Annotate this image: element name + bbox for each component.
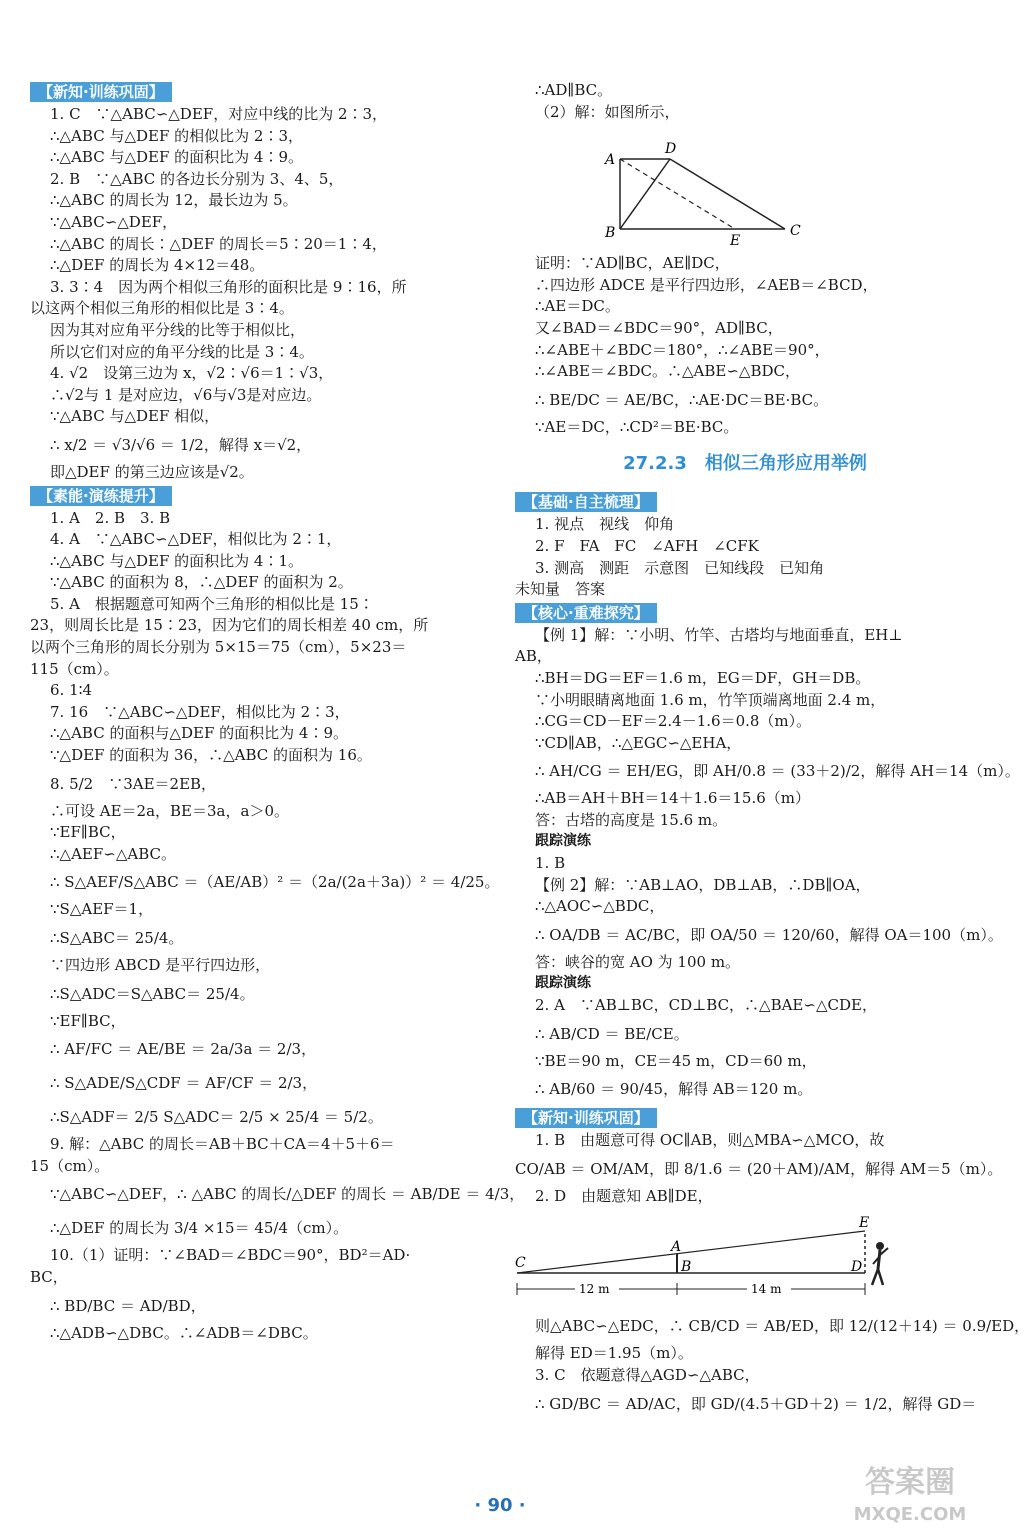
text-line: ∴△ABC 的周长∶△DEF 的周长＝5∶20＝1∶4，	[50, 234, 387, 253]
section-tag: 【新知·训练巩固】	[30, 82, 172, 102]
label-14m: 14 m	[751, 1282, 782, 1297]
segment-dc	[670, 159, 785, 229]
text-line: 1. A 2. B 3. B	[50, 508, 171, 527]
text-line: 以这两个相似三角形的相似比是 3∶4。	[30, 299, 294, 318]
text-line: ∵EF∥BC，	[50, 823, 126, 842]
text-line: 1. B 由题意可得 OC∥AB，则△MBA∽△MCO，故	[535, 1131, 885, 1150]
label-e2: E	[859, 1215, 870, 1232]
text-line: ∴△AEF∽△ABC。	[50, 844, 176, 863]
section-tag-row	[30, 484, 470, 508]
label-e: E	[730, 233, 741, 250]
page-number: · 90 ·	[474, 1495, 526, 1516]
section-tag-row	[515, 601, 975, 625]
text-line: 又∠BAD＝∠BDC＝90°，AD∥BC，	[535, 318, 783, 337]
label-12m: 12 m	[579, 1282, 610, 1297]
text-line: ∴AD∥BC。	[535, 81, 613, 99]
watermark-logo	[835, 1458, 985, 1528]
formula-line: ∴ AF/FC ＝ AE/BE ＝ 2a/3a ＝ 2/3，	[50, 1040, 317, 1059]
text-line: ∴△AOC∽△BDC，	[535, 897, 665, 916]
text-line: ∵△ABC 的面积为 8，∴△DEF 的面积为 2。	[50, 573, 353, 592]
formula-line: ∴ S△AEF/S△ABC ＝（AE/AB）² ＝（2a/(2a＋3a)）² ＝ 4/25。	[50, 873, 500, 892]
text-line: 2. A ∵AB⊥BC，CD⊥BC，∴△BAE∽△CDE，	[535, 996, 877, 1015]
section-tag-row	[515, 1106, 975, 1130]
section-title: 27.2.3 相似三角形应用举例	[623, 453, 867, 475]
text-line: ∵S△AEF＝1，	[50, 900, 154, 919]
formula-line: ∴S△ADC＝S△ABC＝ 25/4。	[50, 984, 255, 1003]
label-d: D	[665, 141, 677, 158]
formula-line: ∴ S△ADE/S△CDF ＝ AF/CF ＝ 2/3，	[50, 1074, 318, 1093]
section-tag-row	[515, 490, 975, 514]
text-line: AB，	[515, 647, 552, 666]
text-line: 23，则周长比是 15∶23，因为它们的周长相差 40 cm，所	[30, 616, 429, 635]
text-line: 1. 视点 视线 仰角	[535, 515, 675, 534]
formula-line: ∴S△ADF＝ 2/5 S△ADC＝ 2/5 × 25/4 ＝ 5/2。	[50, 1108, 383, 1127]
label-c: C	[790, 223, 801, 240]
formula-line: ∴ GD/BC ＝ AD/AC，即 GD/(4.5＋GD＋2) ＝ 1/2，解得 GD＝	[535, 1394, 977, 1413]
section-tag: 【新知·训练巩固】	[515, 1108, 657, 1128]
text-line: 未知量 答案	[515, 580, 606, 599]
text-line: BC，	[30, 1267, 68, 1286]
text-line: 1. B	[535, 854, 566, 873]
text-line: ∴可设 AE＝2a，BE＝3a，a＞0。	[50, 801, 289, 820]
text-line: ∵小明眼睛离地面 1.6 m，竹竿顶端离地面 2.4 m，	[535, 690, 886, 709]
text-line: ∴△ADB∽△DBC。∴∠ADB＝∠DBC。	[50, 1323, 318, 1342]
text-line: ∵△DEF 的面积为 36，∴△ABC 的面积为 16。	[50, 746, 372, 765]
text-line: 1. C ∵△ABC∽△DEF，对应中线的比为 2∶3，	[50, 105, 388, 123]
formula-line: ∴ AB/60 ＝ 90/45，解得 AB＝120 m。	[535, 1080, 813, 1099]
text-line: ∴CG＝CD－EF＝2.4－1.6＝0.8（m）。	[535, 712, 812, 731]
text-line: 答：古塔的高度是 15.6 m。	[535, 810, 728, 829]
text-line: 9. 解：△ABC 的周长＝AB＋BC＋CA＝4＋5＋6＝	[50, 1135, 395, 1154]
text-line: 2. B ∵△ABC 的各边长分别为 3、4、5，	[50, 169, 344, 188]
text-line: 所以它们对应的角平分线的比是 3∶4。	[50, 342, 314, 361]
sub-heading: 跟踪演练	[535, 975, 591, 992]
text-line: ∵AE＝DC，∴CD²＝BE·BC。	[535, 417, 739, 436]
shadow-diagram	[515, 1213, 975, 1303]
sub-heading: 跟踪演练	[535, 833, 591, 850]
text-line: ∴∠ABE＋∠BDC＝180°，∴∠ABE＝90°，	[535, 340, 830, 359]
trapezoid-diagram	[515, 129, 975, 249]
text-line: 6. 1∶4	[50, 681, 93, 700]
text-line: 115（cm）。	[30, 659, 119, 678]
label-c2: C	[515, 1255, 526, 1272]
section-tag-row	[30, 80, 470, 104]
text-line: 即△DEF 的第三边应该是√2。	[50, 462, 254, 481]
text-line: 7. 16 ∵△ABC∽△DEF，相似比为 2∶3，	[50, 702, 350, 721]
section-tag: 【基础·自主梳理】	[515, 492, 657, 512]
text-line: 10.（1）证明：∵∠BAD＝∠BDC＝90°，BD²＝AD·	[50, 1246, 411, 1265]
text-line: ∴△ABC 的周长为 12，最长边为 5。	[50, 191, 298, 210]
text-line: 3. 3∶4 因为两个相似三角形的面积比是 9∶16，所	[50, 277, 407, 296]
label-a: A	[605, 152, 616, 169]
segment-bd	[620, 159, 670, 229]
text-line: 2. F FA FC ∠AFH ∠CFK	[535, 536, 759, 555]
text-line: （2）解：如图所示，	[535, 102, 680, 121]
formula-line: ∴△DEF 的周长为 3/4 ×15＝ 45/4（cm）。	[50, 1219, 349, 1238]
text-line: 3. C 依题意得△AGD∽△ABC，	[535, 1366, 760, 1384]
person-icon	[872, 1242, 888, 1285]
text-line: 15（cm）。	[30, 1156, 110, 1175]
text-line: ∴BH＝DG＝EF＝1.6 m，EG＝DF，GH＝DB。	[535, 668, 871, 687]
text-line: 5. A 根据题意可知两个三角形的相似比是 15∶	[50, 594, 374, 613]
text-line: 【例 2】解：∵AB⊥AO，DB⊥AB，∴DB∥OA，	[535, 875, 871, 894]
trapezoid-figure	[515, 129, 975, 249]
label-b: B	[605, 225, 616, 242]
text-line: ∵四边形 ABCD 是平行四边形，	[50, 956, 271, 974]
text-line: ∵BE＝90 m，CE＝45 m，CD＝60 m，	[535, 1051, 817, 1070]
label-b2: B	[681, 1259, 692, 1276]
formula-line: CO/AB ＝ OM/AM，即 8/1.6 ＝ (20＋AM)/AM，解得 AM＝5（m）。	[515, 1159, 1003, 1178]
formula-line: ∴ AB/CD ＝ BE/CE。	[535, 1024, 689, 1043]
segment-ae	[620, 159, 735, 229]
text-line: ∵EF∥BC，	[50, 1011, 126, 1030]
text-line: ∴△ABC 与△DEF 的相似比为 2∶3，	[50, 126, 304, 145]
text-line: 证明：∵AD∥BC，AE∥DC，	[535, 254, 730, 273]
text-line: ∴△ABC 与△DEF 的面积比为 4∶9。	[50, 148, 304, 167]
section-tag: 【核心·重难探究】	[515, 603, 657, 623]
label-a2: A	[671, 1239, 682, 1256]
right-column	[515, 80, 1029, 1421]
section-tag: 【素能·演练提升】	[30, 486, 172, 506]
watermark-top: 答案圈	[865, 1465, 955, 1500]
text-line: ∴△ABC 与△DEF 的面积比为 4∶1。	[50, 551, 304, 570]
formula-line: 8. 5/2 ∵3AE＝2EB，	[50, 774, 217, 793]
text-line: ∴AE＝DC。	[535, 297, 620, 316]
text-line: ∴△DEF 的周长为 4×12＝48。	[50, 256, 265, 275]
formula-line: ∴ x/2 ＝ √3/√6 ＝ 1/2，解得 x＝√2，	[50, 435, 312, 454]
text-line: ∴∠ABE＝∠BDC。∴△ABE∽△BDC，	[535, 362, 800, 381]
text-line: 4. A ∵△ABC∽△DEF，相似比为 2∶1，	[50, 530, 342, 549]
formula-line: ∴S△ABC＝ 25/4。	[50, 929, 184, 947]
shadow-figure	[515, 1213, 975, 1303]
text-line: 答：峡谷的宽 AO 为 100 m。	[535, 952, 741, 971]
formula-line: ∴ BD/BC ＝ AD/BD，	[50, 1296, 206, 1315]
formula-line: ∴ AH/CG ＝ EH/EG，即 AH/0.8 ＝ (33＋2)/2，解得 AH＝14（m）。	[535, 762, 1020, 781]
text-line: 4. √2 设第三边为 x，√2∶√6＝1∶√3，	[50, 364, 334, 383]
text-line: ∵△ABC∽△DEF，	[50, 212, 178, 231]
text-line: 解得 ED＝1.95（m）。	[535, 1344, 693, 1363]
text-line: ∵△ABC 与△DEF 相似，	[50, 407, 220, 426]
formula-line: ∴ BE/DC ＝ AE/BC，∴AE·DC＝BE·BC。	[535, 390, 829, 409]
text-line: ∴△ABC 的面积与△DEF 的面积比为 4∶9。	[50, 724, 349, 743]
text-line: 【例 1】解：∵小明、竹竿、古塔均与地面垂直，EH⊥	[535, 625, 903, 644]
formula-line: ∵△ABC∽△DEF，∴ △ABC 的周长/△DEF 的周长 ＝ AB/DE ＝ 4/3，	[50, 1185, 525, 1204]
text-line: ∴√2与 1 是对应边，√6与√3是对应边。	[50, 385, 322, 404]
left-column	[30, 80, 525, 1344]
text-line: ∴四边形 ADCE 是平行四边形，∠AEB＝∠BCD，	[535, 275, 878, 294]
formula-line: 则△ABC∽△EDC，∴ CB/CD ＝ AB/ED，即 12/(12＋14) ＝ 0.9/ED，	[535, 1317, 1029, 1336]
label-d2: D	[851, 1259, 863, 1276]
formula-line: ∴ OA/DB ＝ AC/BC，即 OA/50 ＝ 120/60，解得 OA＝100（m）。	[535, 925, 1003, 944]
text-line: ∴AB＝AH＋BH＝14＋1.6＝15.6（m）	[535, 789, 810, 808]
text-line: 3. 测高 测距 示意图 已知线段 已知角	[535, 558, 825, 577]
text-line: ∵CD∥AB，∴△EGC∽△EHA，	[535, 733, 742, 752]
watermark-bottom: MXQE.COM	[853, 1504, 967, 1525]
text-line: 2. D 由题意知 AB∥DE，	[535, 1186, 713, 1205]
text-line: 因为其对应角平分线的比等于相似比，	[50, 320, 306, 339]
text-line: 以两个三角形的周长分别为 5×15＝75（cm），5×23＝	[30, 638, 407, 657]
